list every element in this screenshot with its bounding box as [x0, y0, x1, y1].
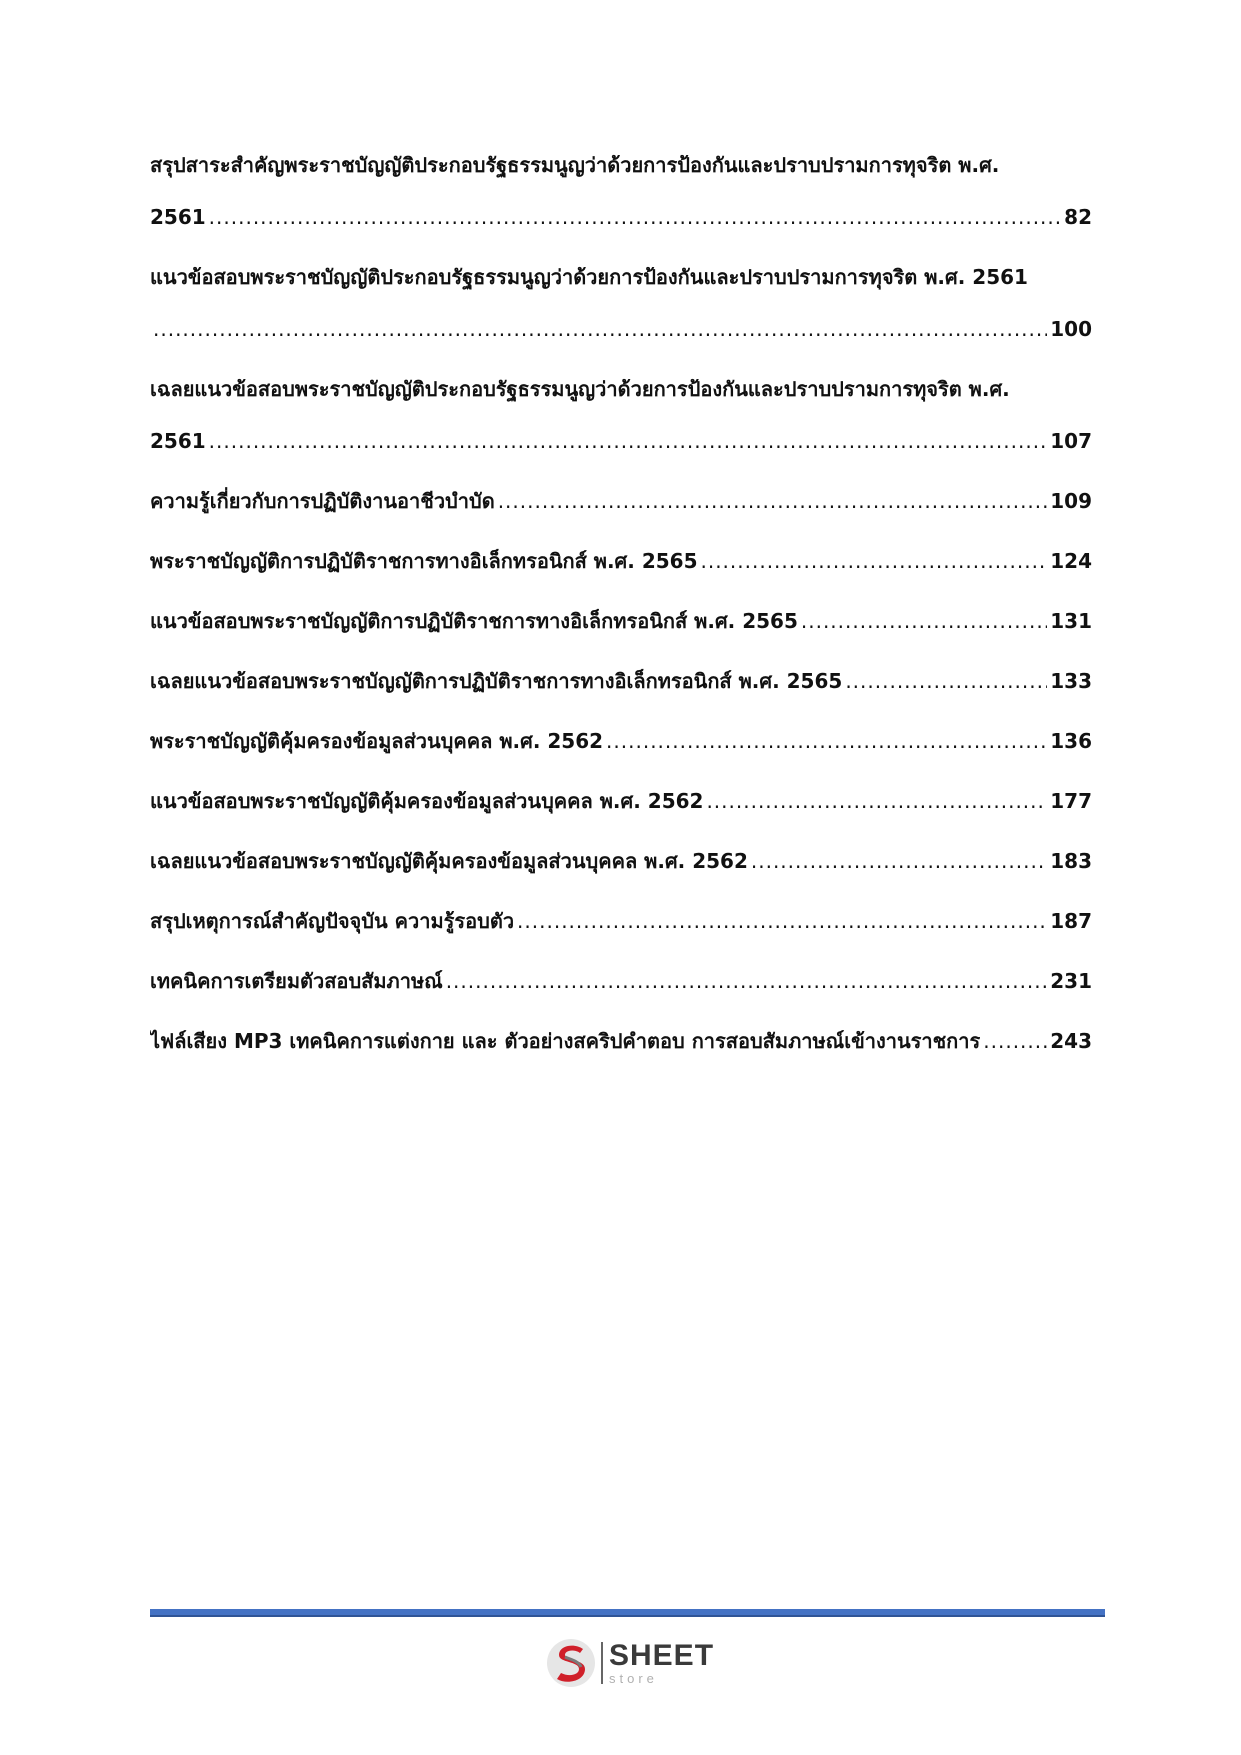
toc-entry-title: แนวข้อสอบพระราชบัญญัติคุ้มครองข้อมูลส่วนบุคคล พ.ศ. 2562 [150, 789, 704, 813]
toc-entry-page: 243 [1050, 1029, 1092, 1053]
toc-entry-page: 82 [1064, 205, 1092, 229]
toc-entry-title: แนวข้อสอบพระราชบัญญัติประกอบรัฐธรรมนูญว่าด้วยการป้องกันและปราบปรามการทุจริต พ.ศ. 2561 [150, 265, 1028, 289]
toc-entry-title: สรุปสาระสำคัญพระราชบัญญัติประกอบรัฐธรรมนูญว่าด้วยการป้องกันและปราบปรามการทุจริต พ.ศ. [150, 153, 1000, 177]
toc-entry[interactable] [150, 262, 1092, 344]
toc-entry-page: 136 [1050, 729, 1092, 753]
dot-leader [498, 486, 1048, 516]
toc-entry-title: พระราชบัญญัติการปฏิบัติราชการทางอิเล็กทรอนิกส์ พ.ศ. 2565 [150, 549, 698, 573]
toc-entry-page: 109 [1050, 489, 1092, 513]
dot-leader [446, 966, 1048, 996]
toc-entry[interactable] [150, 546, 1092, 576]
toc-entry-title: เฉลยแนวข้อสอบพระราชบัญญัติคุ้มครองข้อมูลส่วนบุคคล พ.ศ. 2562 [150, 849, 748, 873]
dot-leader [700, 546, 1047, 576]
sheet-store-logo-icon [545, 1637, 597, 1689]
toc-entry[interactable] [150, 1026, 1092, 1056]
toc-entry-title: เฉลยแนวข้อสอบพระราชบัญญัติการปฏิบัติราชการทางอิเล็กทรอนิกส์ พ.ศ. 2565 [150, 669, 843, 693]
toc-entry[interactable] [150, 846, 1092, 876]
toc-entry-page: 177 [1050, 789, 1092, 813]
toc-entry[interactable] [150, 966, 1092, 996]
dot-leader [153, 314, 1047, 344]
table-of-contents [150, 150, 1092, 1086]
dot-leader [517, 906, 1047, 936]
toc-entry-page: 107 [1050, 429, 1092, 453]
toc-entry-title: ไฟล์เสียง MP3 เทคนิคการแต่งกาย และ ตัวอย่างสคริปคำตอบ การสอบสัมภาษณ์เข้างานราชการ [150, 1029, 981, 1053]
dot-leader [801, 606, 1047, 636]
dot-leader [751, 846, 1047, 876]
toc-entry-title-cont: 2561 [150, 429, 206, 453]
toc-entry[interactable] [150, 666, 1092, 696]
toc-entry-page: 100 [1050, 317, 1092, 341]
toc-entry[interactable] [150, 606, 1092, 636]
toc-entry-page: 133 [1050, 669, 1092, 693]
toc-entry-page: 124 [1050, 549, 1092, 573]
toc-entry-title: เฉลยแนวข้อสอบพระราชบัญญัติประกอบรัฐธรรมนูญว่าด้วยการป้องกันและปราบปรามการทุจริต พ.ศ. [150, 377, 1010, 401]
logo-divider [601, 1642, 603, 1684]
toc-entry[interactable] [150, 786, 1092, 816]
dot-leader [983, 1026, 1047, 1056]
toc-entry[interactable] [150, 726, 1092, 756]
footer-rule [150, 1609, 1105, 1617]
dot-leader [845, 666, 1047, 696]
sheet-store-logo [545, 1636, 714, 1690]
toc-entry[interactable] [150, 374, 1092, 456]
toc-entry-page: 131 [1050, 609, 1092, 633]
dot-leader [209, 426, 1048, 456]
dot-leader [706, 786, 1047, 816]
toc-entry-title: แนวข้อสอบพระราชบัญญัติการปฏิบัติราชการทางอิเล็กทรอนิกส์ พ.ศ. 2565 [150, 609, 798, 633]
toc-entry-page: 187 [1050, 909, 1092, 933]
toc-entry-title: เทคนิคการเตรียมตัวสอบสัมภาษณ์ [150, 969, 443, 993]
toc-entry-title: ความรู้เกี่ยวกับการปฏิบัติงานอาชีวบำบัด [150, 489, 495, 513]
toc-entry-title: สรุปเหตุการณ์สำคัญปัจจุบัน ความรู้รอบตัว [150, 909, 515, 933]
toc-entry[interactable] [150, 486, 1092, 516]
toc-entry-page: 231 [1050, 969, 1092, 993]
logo-wordmark: SHEET [609, 1639, 715, 1672]
dot-leader [209, 202, 1061, 232]
toc-entry-page: 183 [1050, 849, 1092, 873]
logo-subtext: store [609, 1671, 658, 1686]
toc-entry-title: พระราชบัญญัติคุ้มครองข้อมูลส่วนบุคคล พ.ศ. 2562 [150, 729, 604, 753]
toc-entry[interactable] [150, 150, 1092, 232]
toc-entry-title-cont: 2561 [150, 205, 206, 229]
toc-entry[interactable] [150, 906, 1092, 936]
dot-leader [606, 726, 1047, 756]
